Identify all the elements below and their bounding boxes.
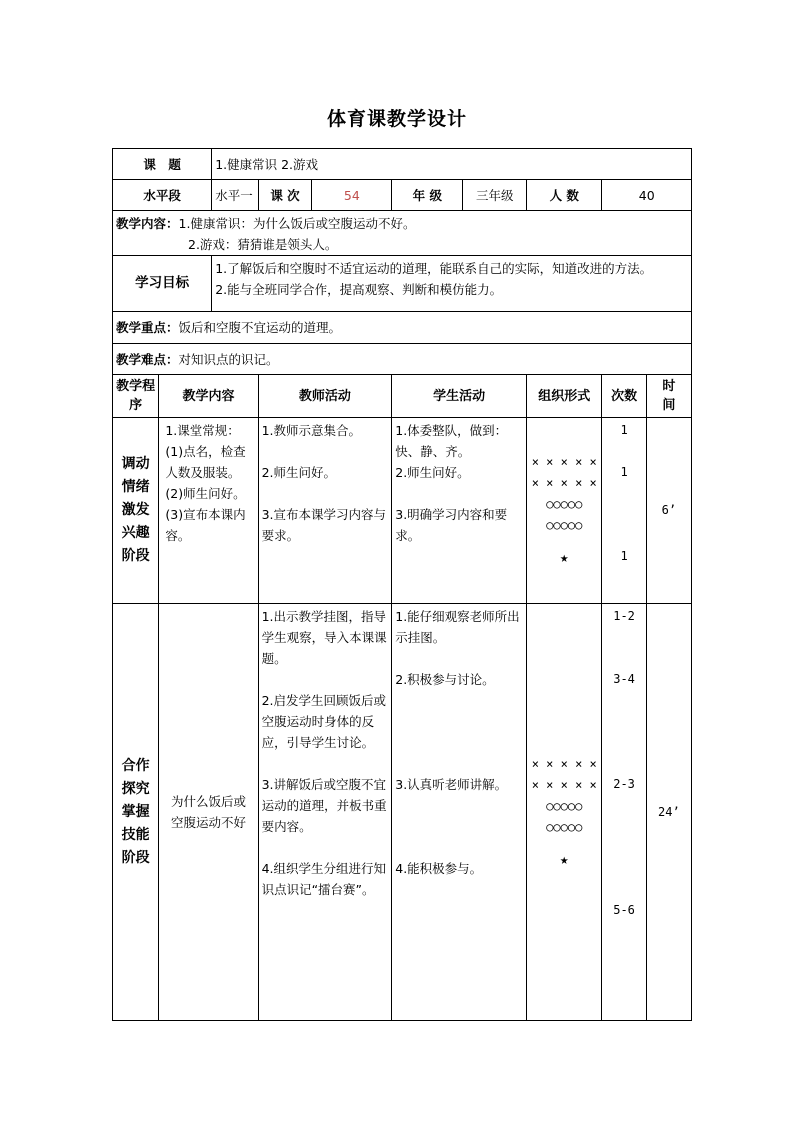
stage1-student-step: 2.师生问好。 xyxy=(395,465,470,480)
lesson-value: 54 xyxy=(312,180,392,211)
header-times: 次数 xyxy=(602,375,646,418)
lesson-label: 课 次 xyxy=(258,180,312,211)
stage1-name: 调动情绪激发兴趣阶段 xyxy=(113,418,159,604)
count-value: 40 xyxy=(602,180,692,211)
formation-row: ○○○○○ xyxy=(546,819,583,834)
grade-label: 年 级 xyxy=(392,180,463,211)
stage2-teacher-step: 2.启发学生回顾饭后或空腹运动时身体的反应，引导学生讨论。 xyxy=(261,693,386,750)
formation-row: × × × × × xyxy=(531,476,597,490)
stage2-teacher-step: 1.出示教学挂图，指导学生观察，导入本课课题。 xyxy=(261,609,387,666)
stage1-content-line: (3)宣布本课内容。 xyxy=(165,507,246,543)
times-value: 1 xyxy=(620,465,628,479)
stage1-teacher-step: 1.教师示意集合。 xyxy=(261,423,361,438)
stage2-teacher-step: 4.组织学生分组进行知识点识记“擂台赛”。 xyxy=(261,861,386,897)
stage2-teacher xyxy=(258,604,392,1021)
formation-row: × × × × × xyxy=(531,455,597,469)
goal-item-1: 1.了解饭后和空腹时不适宜运动的道理，能联系自己的实际，知道改进的方法。 xyxy=(215,261,653,276)
stage2-name: 合作探究掌握技能阶段 xyxy=(113,604,159,1021)
stage2-teacher-step: 3.讲解饭后或空腹不宜运动的道理，并板书重要内容。 xyxy=(261,777,387,834)
content-item-2: 2.游戏：猜猜谁是领头人。 xyxy=(188,237,338,252)
topic-label: 课 题 xyxy=(113,149,212,180)
stage2-student-step: 1.能仔细观察老师所出示挂图。 xyxy=(395,609,520,645)
grade-value: 三年级 xyxy=(463,180,527,211)
stage1-student-step: 3.明确学习内容和要求。 xyxy=(395,507,508,543)
stage1-content-line: (2)师生问好。 xyxy=(165,486,246,501)
stage1-formation xyxy=(527,418,602,604)
stage1-student xyxy=(392,418,527,604)
stage1-times xyxy=(602,418,646,604)
header-procedure: 教学程序 xyxy=(113,375,159,418)
teaching-content xyxy=(113,211,692,256)
header-duration: 时间 xyxy=(646,375,691,418)
stage2-content: 为什么饭后或空腹运动不好 xyxy=(159,604,258,1021)
stage1-teacher-step: 2.师生问好。 xyxy=(261,465,336,480)
stage1-duration: 6’ xyxy=(646,418,691,604)
stage2-student xyxy=(392,604,527,1021)
stage2-student-step: 4.能积极参与。 xyxy=(395,861,483,876)
teacher-star-icon: ★ xyxy=(560,550,569,566)
key-value: 饭后和空腹不宜运动的道理。 xyxy=(178,320,342,335)
header-organization: 组织形式 xyxy=(527,375,602,418)
stage1-teacher-step: 3.宣布本课学习内容与要求。 xyxy=(261,507,386,543)
times-value: 1-2 xyxy=(613,609,635,623)
count-label: 人 数 xyxy=(527,180,602,211)
times-value: 1 xyxy=(620,549,628,563)
header-teacher: 教师活动 xyxy=(258,375,392,418)
stage2-duration: 24’ xyxy=(646,604,691,1021)
formation-row: ○○○○○ xyxy=(546,798,583,813)
difficulty-value: 对知识点的识记。 xyxy=(178,351,279,367)
stage1-content-line: 1.课堂常规： xyxy=(165,423,240,438)
key-label: 教学重点： xyxy=(116,320,179,335)
formation-row: × × × × × xyxy=(531,777,597,792)
teaching-difficulty xyxy=(113,344,692,375)
topic-value: 1.健康常识 2.游戏 xyxy=(212,149,692,180)
times-value: 1 xyxy=(620,423,628,437)
content-item-1: 1.健康常识：为什么饭后或空腹运动不好。 xyxy=(178,216,416,231)
stage2-student-step: 3.认真听老师讲解。 xyxy=(395,777,508,792)
stage1-student-step: 1.体委整队，做到：快、静、齐。 xyxy=(395,423,508,459)
stage1-teacher xyxy=(258,418,392,604)
page-title: 体育课教学设计 xyxy=(326,108,467,130)
times-value: 3-4 xyxy=(613,672,635,686)
goals-content xyxy=(212,256,692,312)
level-label: 水平段 xyxy=(113,180,212,211)
times-value: 5-6 xyxy=(613,903,635,917)
stage2-formation xyxy=(527,604,602,1021)
goal-item-2: 2.能与全班同学合作，提高观察、判断和模仿能力。 xyxy=(215,282,503,297)
header-student: 学生活动 xyxy=(392,375,527,418)
content-label: 教学内容： xyxy=(116,216,179,231)
lesson-plan-table xyxy=(112,148,692,1021)
formation-row: × × × × × xyxy=(531,756,597,771)
formation-row: ○○○○○ xyxy=(546,497,583,511)
stage1-content xyxy=(159,418,258,604)
teaching-key-point xyxy=(113,312,692,344)
goals-label: 学习目标 xyxy=(113,256,212,312)
formation-row: ○○○○○ xyxy=(546,518,583,532)
header-content: 教学内容 xyxy=(159,375,258,418)
level-value: 水平一 xyxy=(212,180,258,211)
teacher-star-icon: ★ xyxy=(560,851,569,868)
stage2-times xyxy=(602,604,646,1021)
times-value: 2-3 xyxy=(613,777,635,791)
difficulty-label: 教学难点： xyxy=(116,351,179,367)
stage1-content-line: (1)点名，检查人数及服装。 xyxy=(165,444,246,480)
stage2-student-step: 2.积极参与讨论。 xyxy=(395,672,495,687)
